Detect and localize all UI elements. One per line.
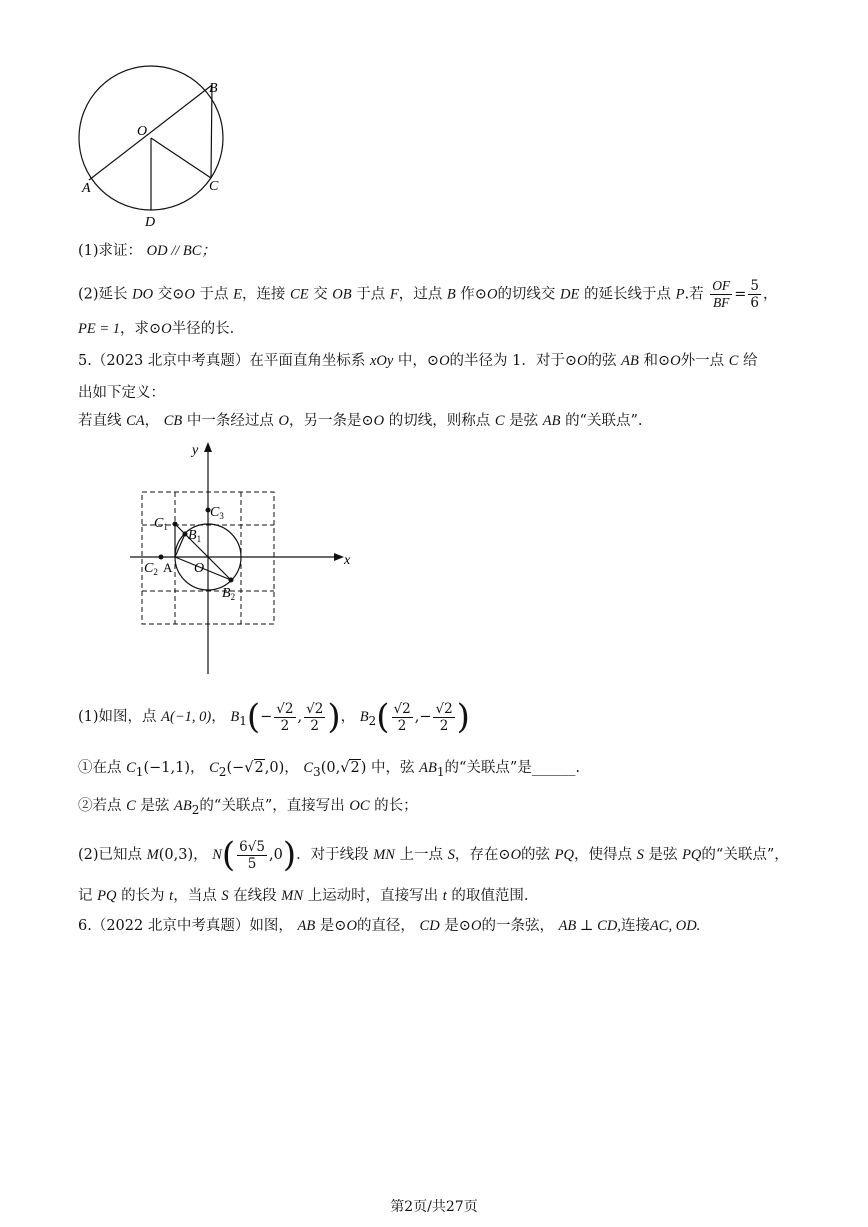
t: ，另一条是⊙ [288, 413, 374, 429]
sub: 2 [218, 764, 227, 779]
m: 2 [310, 717, 319, 734]
m: 2 [350, 760, 360, 776]
q6-header [78, 915, 700, 937]
figure-coordinate-grid [130, 438, 370, 678]
q4-part1 [78, 240, 216, 262]
m: AB ⊥ CD, [558, 918, 621, 934]
sub: 1 [239, 713, 247, 728]
sub: 3 [313, 764, 321, 779]
t: 是弦 [648, 847, 678, 863]
sub: 3 [219, 511, 224, 521]
q5-part2-line2 [78, 885, 529, 907]
t: 连接 [620, 918, 650, 934]
t: ， [190, 760, 205, 776]
m: O [373, 413, 385, 429]
b-letter: B [188, 528, 197, 543]
t: 是⊙ [444, 918, 471, 934]
m: B [230, 709, 240, 725]
t: 中一条经过点 [186, 413, 274, 429]
t: 半径的长. [171, 321, 235, 337]
page-footer: 第2页/共27页 [390, 1199, 478, 1215]
t: 是弦 [509, 413, 539, 429]
m: 2 [444, 700, 453, 717]
m: N [212, 847, 222, 863]
m: M [146, 847, 159, 863]
m: CD [419, 918, 440, 934]
m: DE [560, 286, 580, 303]
m: (0,3) [158, 847, 194, 863]
t: 和⊙ [643, 353, 671, 369]
q4-part1-math: OD // BC； [146, 243, 216, 259]
m: S [447, 847, 455, 863]
m: PE = 1 [78, 321, 120, 337]
t: 若直线 [78, 413, 122, 429]
sub: 1 [436, 764, 445, 779]
m: 2 [397, 717, 407, 734]
c-letter: C [144, 561, 154, 576]
q5-part2 [78, 835, 789, 875]
m: O [486, 286, 498, 303]
m: O [439, 353, 450, 369]
m: 2 [439, 717, 449, 734]
t: 的延长线于点 [584, 286, 671, 303]
m: t [442, 888, 447, 904]
t: 上一点 [399, 847, 444, 863]
t: 中，⊙ [397, 353, 440, 369]
fraction-root2-2: $\frac{√2}{2}$ [435, 700, 453, 734]
t: ， [193, 847, 208, 863]
m: OC [349, 798, 370, 814]
m: PQ [554, 847, 574, 863]
t: ，存在⊙ [454, 847, 511, 863]
q5-header-line2 [78, 382, 165, 404]
m: 2 [284, 700, 294, 717]
fraction-6root5-5: $\frac{6√5}{5}$ [239, 838, 265, 872]
t: 外一点 [680, 353, 725, 369]
m: C [728, 353, 739, 369]
m: C [126, 760, 136, 776]
label-a: A [82, 181, 91, 196]
t: ， [144, 413, 160, 429]
m: OB [332, 286, 352, 303]
t: (2)延长 [78, 286, 128, 303]
t: ， [762, 286, 778, 303]
t: 上运动时，直接写出 [307, 888, 439, 904]
m: (0, [320, 760, 341, 776]
label-o: O [194, 561, 205, 576]
paren: ) [327, 697, 341, 737]
t: 的切线，则称点 [388, 413, 491, 429]
t: 的一条弦， [481, 918, 554, 934]
m: 6 [239, 838, 248, 855]
t: (1)如图，点 [78, 709, 157, 725]
m: O [510, 847, 522, 863]
label-c3 [210, 505, 224, 521]
fraction-of-bf [710, 278, 732, 311]
q5-circ1: ①在点 $C_1(-1,1)$， $C_2(-√2,0)$， $C_3(0,√2)$ 中，弦 $AB_1$的“关联点”是______. [78, 760, 580, 779]
m: ,0 [268, 847, 283, 863]
label-c: C [209, 179, 219, 194]
x-axis-arrow [334, 553, 344, 561]
t: 在线段 [233, 888, 277, 904]
q5-circ2 [78, 795, 418, 821]
label-x: x [344, 553, 351, 568]
t: ， [284, 760, 299, 776]
m: 2 [254, 760, 264, 776]
t: ①在点 [78, 760, 122, 776]
m: 2 [402, 700, 411, 717]
label-b2 [222, 586, 235, 602]
t: 的“关联点”是______. [444, 760, 580, 776]
t: 的长； [374, 798, 418, 814]
m: P [675, 286, 685, 303]
t: 于点 [356, 286, 386, 303]
t: − [419, 709, 432, 725]
fraction-root2-2: $\frac{√2}{2}$ [393, 700, 411, 734]
paren: ( [246, 697, 261, 737]
point-b2 [229, 578, 234, 583]
sub: 1 [135, 764, 144, 779]
m: B [446, 286, 456, 303]
paren: ( [376, 697, 390, 737]
c-letter: C [154, 516, 164, 531]
m: O [346, 918, 357, 934]
label-y: y [192, 443, 199, 458]
q5-definition [78, 410, 643, 432]
t: 是⊙ [319, 918, 347, 934]
m: AB [174, 798, 192, 814]
t: 的直径， [356, 918, 415, 934]
figure-circle-abcd [70, 58, 240, 233]
m: 5 [750, 278, 759, 294]
m: (−1, 0) [170, 709, 212, 725]
point-c2 [159, 555, 164, 560]
fraction-root2-2: $\frac{√2}{2}$ [306, 700, 324, 734]
t: ， [211, 709, 226, 725]
label-b1 [188, 528, 201, 544]
t: 的弦 [587, 353, 617, 369]
fraction-5-6 [748, 278, 761, 311]
label-c1 [154, 516, 168, 532]
sub: 2 [191, 802, 200, 817]
t: ， [340, 709, 356, 725]
m: O [577, 353, 588, 369]
t: .若 [684, 286, 704, 303]
t: 中，弦 [371, 760, 415, 776]
m: PQ [682, 847, 702, 863]
t: ②若点 [78, 798, 122, 814]
point-c1 [173, 522, 178, 527]
c-letter: C [210, 505, 220, 520]
m: AB [297, 918, 316, 934]
t: 作⊙ [460, 286, 487, 303]
t: − [260, 709, 273, 725]
fraction-root2-2: $\frac{√2}{2}$ [276, 700, 294, 734]
m: 5 [247, 855, 257, 872]
m: E [233, 286, 242, 303]
t: 是弦 [140, 798, 170, 814]
b-letter: B [222, 586, 231, 601]
t: 的“关联点”， [701, 847, 789, 863]
m: O [278, 413, 289, 429]
m: t [169, 888, 174, 904]
m: OF [712, 278, 731, 293]
m: MN [281, 888, 304, 904]
t: 给 [742, 353, 758, 369]
q4-part1-text: (1)求证： [78, 243, 143, 259]
t: 的切线交 [497, 286, 556, 303]
t: ．对于线段 [296, 847, 369, 863]
q4-part2-line2 [78, 318, 234, 340]
q4-part2-line1 [78, 278, 777, 311]
m: O [161, 321, 172, 337]
m: AC, OD. [649, 918, 701, 934]
m: CA [126, 413, 145, 429]
m: A [161, 709, 171, 725]
t: ，求⊙ [120, 321, 162, 337]
t: 6.（2022 北京中考真题）如图， [78, 918, 293, 934]
m: ) [360, 760, 367, 776]
t: = [734, 286, 747, 303]
t: 交 [313, 286, 328, 303]
m: C [303, 760, 314, 776]
paren: ) [456, 697, 470, 737]
m: 5 [256, 838, 265, 855]
m: AB [621, 353, 639, 369]
q5-header [78, 350, 757, 372]
t: 的半径为 1．对于⊙ [449, 353, 578, 369]
t: (2)已知点 [78, 847, 143, 863]
m: 2 [280, 717, 290, 734]
paren: ) [282, 835, 297, 875]
y-axis-arrow [204, 442, 212, 452]
point-b1 [183, 532, 188, 537]
t: 的“关联点”，直接写出 [199, 798, 345, 814]
m: ,0) [264, 760, 285, 776]
t: ，使得点 [574, 847, 632, 863]
m: CE [290, 286, 309, 303]
m: S [221, 888, 229, 904]
m: xOy [369, 353, 394, 369]
t: 5.（2023 北京中考真题）在平面直角坐标系 [78, 353, 366, 369]
sub: 1 [196, 534, 202, 544]
t: 记 [78, 888, 93, 904]
label-c2 [144, 561, 158, 577]
m: C [126, 798, 136, 814]
m: F [389, 286, 399, 303]
t: ，过点 [398, 286, 443, 303]
t: 的弦 [521, 847, 551, 863]
m: AB [419, 760, 437, 776]
m: MN [373, 847, 395, 863]
t: 的“关联点”. [565, 413, 643, 429]
m: (− [226, 760, 245, 776]
label-d: D [145, 215, 156, 230]
m: C [494, 413, 505, 429]
t: 交⊙ [157, 286, 185, 303]
label-b: B [209, 81, 218, 96]
m: AB [542, 413, 561, 429]
label-a: A [163, 560, 173, 575]
t: 的取值范围. [451, 888, 529, 904]
sub: 2 [368, 713, 377, 728]
m: O [470, 918, 482, 934]
m: BF [712, 295, 730, 310]
sub: 2 [153, 567, 158, 577]
q5-part1: (1)如图，点 A(−1, 0)， $B_1(-$ $\frac{√2}{2}$ , $\frac{√2}{2}$ )， $B_2$( $\frac{√2}{2}$ ,− $\frac{√2}{2}$ ) [78, 697, 470, 737]
m: CB [163, 413, 183, 429]
m: PQ [97, 888, 117, 904]
t: ，当点 [173, 888, 217, 904]
t: 出如下定义： [78, 385, 165, 401]
t: ，连接 [241, 286, 286, 303]
m: C [209, 760, 219, 776]
m: O [184, 286, 195, 303]
m: 6 [750, 295, 759, 311]
t: 的长为 [121, 888, 165, 904]
m: (−1,1) [143, 760, 190, 776]
segment-oc [151, 138, 211, 178]
m: B [359, 709, 369, 725]
m: S [636, 847, 644, 863]
m: O [670, 353, 681, 369]
t: 于点 [199, 286, 229, 303]
sub: 2 [230, 592, 236, 602]
m: DO [132, 286, 154, 303]
paren: ( [221, 835, 236, 875]
sub: 1 [163, 522, 168, 532]
m: 2 [314, 700, 324, 717]
label-o: O [137, 124, 148, 139]
